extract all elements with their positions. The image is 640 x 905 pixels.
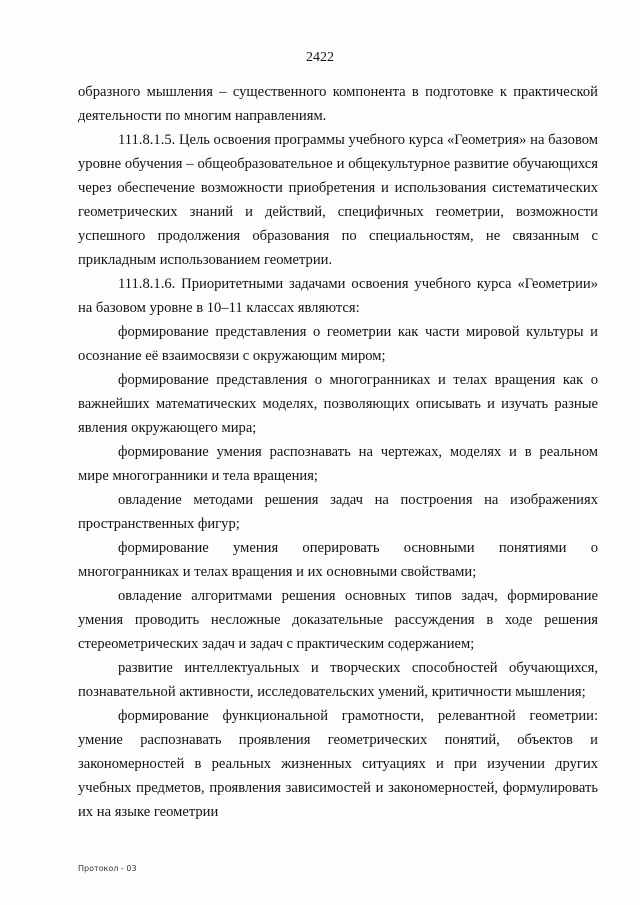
list-item: овладение методами решения задач на построения на изображениях пространственных фигур; [78,492,598,532]
list-item: формирование представления о геометрии как части мировой культуры и осознание её взаимосвязи с окружающим миром; [78,324,598,364]
list-item: развитие интеллектуальных и творческих способностей обучающихся, познавательной активности, исследовательских умений, критичности мышления; [78,660,598,700]
document-body [78,80,598,824]
paragraph-goal: 111.8.1.5. Цель освоения программы учебного курса «Геометрия» на базовом уровне обучения – общеобразовательное и общекультурное развитие обучающихся через обеспечение возможности приобретения и использования систематических геометрических знаний и действий, специфичных геометрии, возможности успешного продолжения образования по специальностям, не связанным с прикладным использованием геометрии. [78,132,598,268]
paragraph-continuation: образного мышления – существенного компонента в подготовке к практической деятельности по многим направлениям. [78,84,598,124]
list-item: овладение алгоритмами решения основных типов задач, формирование умения проводить несложные доказательные рассуждения в ходе решения стереометрических задач и задач с практическим содержанием; [78,588,598,652]
page-number: 2422 [306,50,334,65]
list-item: формирование умения распознавать на чертежах, моделях и в реальном мире многогранники и тела вращения; [78,444,598,484]
list-item: формирование функциональной грамотности, релевантной геометрии: умение распознавать проявления геометрических понятий, объектов и закономерностей в реальных жизненных ситуациях и при изучении других учебных предметов, проявления зависимостей и закономерностей, формулировать их на языке геометрии [78,708,598,820]
list-item: формирование умения оперировать основными понятиями о многогранниках и телах вращения и их основными свойствами; [78,540,598,580]
list-item: формирование представления о многогранниках и телах вращения как о важнейших математических моделях, позволяющих описывать и изучать разные явления окружающего мира; [78,372,598,436]
footer-note: Протокол - 03 [78,864,137,873]
paragraph-tasks-intro: 111.8.1.6. Приоритетными задачами освоения учебного курса «Геометрии» на базовом уровне в 10–11 классах являются: [78,276,598,316]
